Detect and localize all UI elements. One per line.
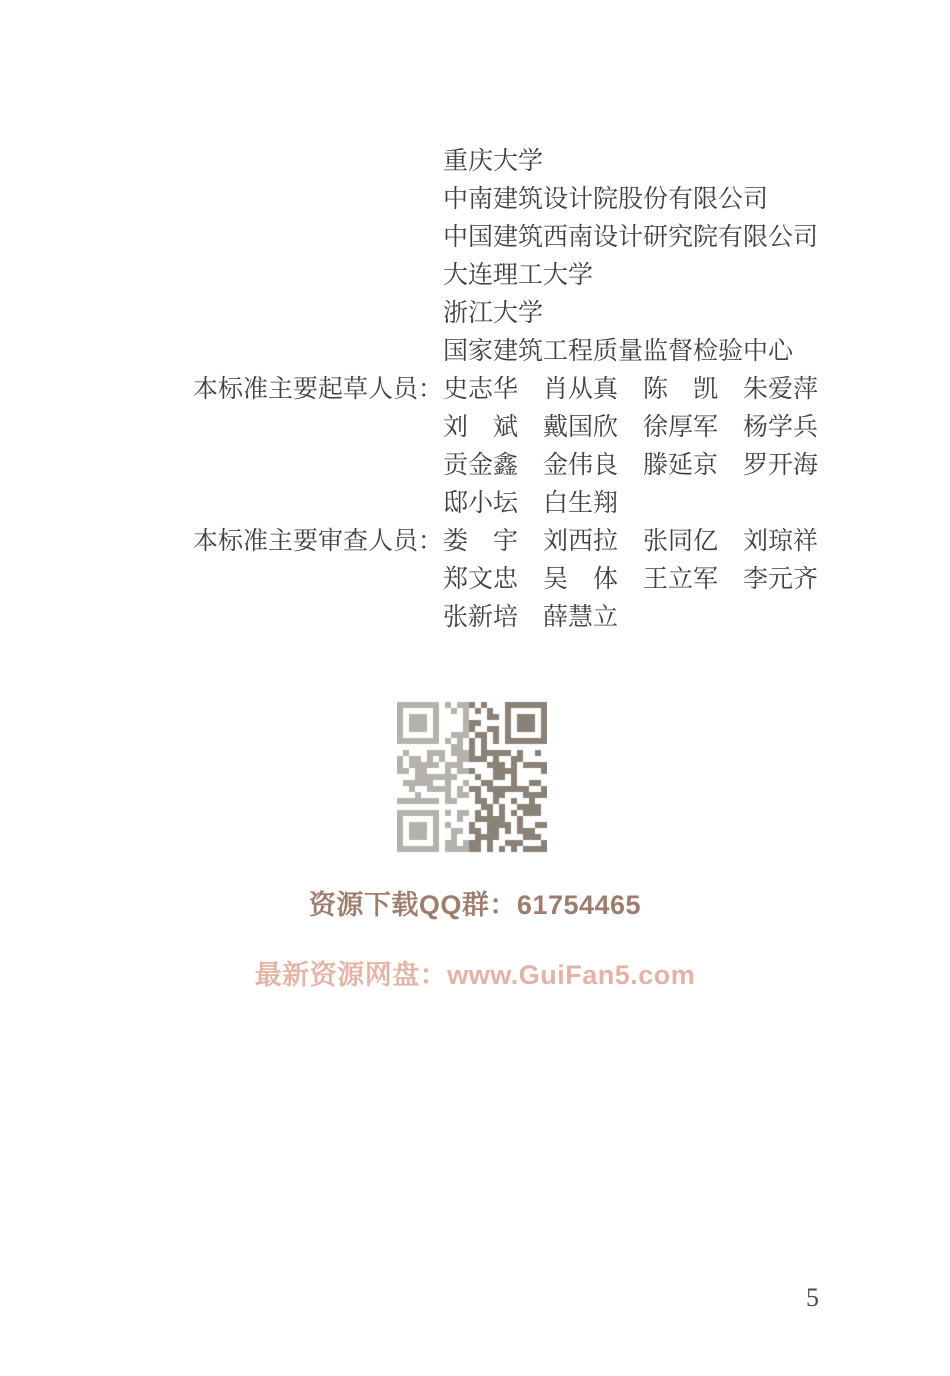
- person-name: 戴国欣: [543, 414, 619, 441]
- person-name: 刘 斌: [443, 414, 519, 441]
- institution-name: 重庆大学: [443, 148, 544, 175]
- institution-name: 中南建筑设计院股份有限公司: [443, 186, 769, 213]
- institution-name: 浙江大学: [443, 300, 544, 327]
- institution-line: [193, 333, 818, 371]
- person-name: 刘琼祥: [743, 528, 819, 555]
- reviewers-row: [193, 523, 818, 561]
- person-name: 张同亿: [643, 528, 719, 555]
- institution-line: [193, 219, 818, 257]
- institution-line: [193, 181, 818, 219]
- person-name: 杨学兵: [743, 414, 819, 441]
- person-name: 李元齐: [743, 566, 819, 593]
- person-name: 肖从真: [543, 376, 619, 403]
- drafters-label: 本标准主要起草人员：: [193, 376, 444, 403]
- institution-name: 国家建筑工程质量监督检验中心: [443, 338, 794, 365]
- qr-code-canvas: [397, 700, 547, 855]
- page-number: 5: [806, 1283, 819, 1312]
- qq-group-line: 资源下载QQ群：61754465: [308, 890, 642, 920]
- person-name: 史志华: [443, 376, 519, 403]
- institution-line: [193, 295, 818, 333]
- person-name: 薛慧立: [543, 604, 619, 631]
- reviewers-label: 本标准主要审查人员：: [193, 528, 444, 555]
- person-name: 贡金鑫: [443, 452, 519, 479]
- credits-block: [193, 143, 818, 637]
- person-name: 白生翔: [543, 490, 619, 517]
- resource-site-line: 最新资源网盘：www.GuiFan5.com: [254, 960, 696, 990]
- person-name: 邸小坛: [443, 490, 519, 517]
- drafters-row: [193, 447, 818, 485]
- person-name: 张新培: [443, 604, 519, 631]
- institution-line: [193, 143, 818, 181]
- person-name: 吴 体: [543, 566, 619, 593]
- institution-line: [193, 257, 818, 295]
- drafters-row: [193, 485, 818, 523]
- person-name: 王立军: [643, 566, 719, 593]
- person-name: 罗开海: [743, 452, 819, 479]
- reviewers-row: [193, 561, 818, 599]
- drafters-row: [193, 409, 818, 447]
- institution-name: 大连理工大学: [443, 262, 594, 289]
- person-name: 陈 凯: [643, 376, 719, 403]
- person-name: 娄 宇: [443, 528, 519, 555]
- person-name: 朱爱萍: [743, 376, 819, 403]
- institution-name: 中国建筑西南设计研究院有限公司: [443, 224, 819, 251]
- person-name: 徐厚军: [643, 414, 719, 441]
- person-name: 金伟良: [543, 452, 619, 479]
- person-name: 刘西拉: [543, 528, 619, 555]
- drafters-row: [193, 371, 818, 409]
- person-name: 滕延京: [643, 452, 719, 479]
- reviewers-row: [193, 599, 818, 637]
- qr-code-image: [397, 700, 547, 855]
- person-name: 郑文忠: [443, 566, 519, 593]
